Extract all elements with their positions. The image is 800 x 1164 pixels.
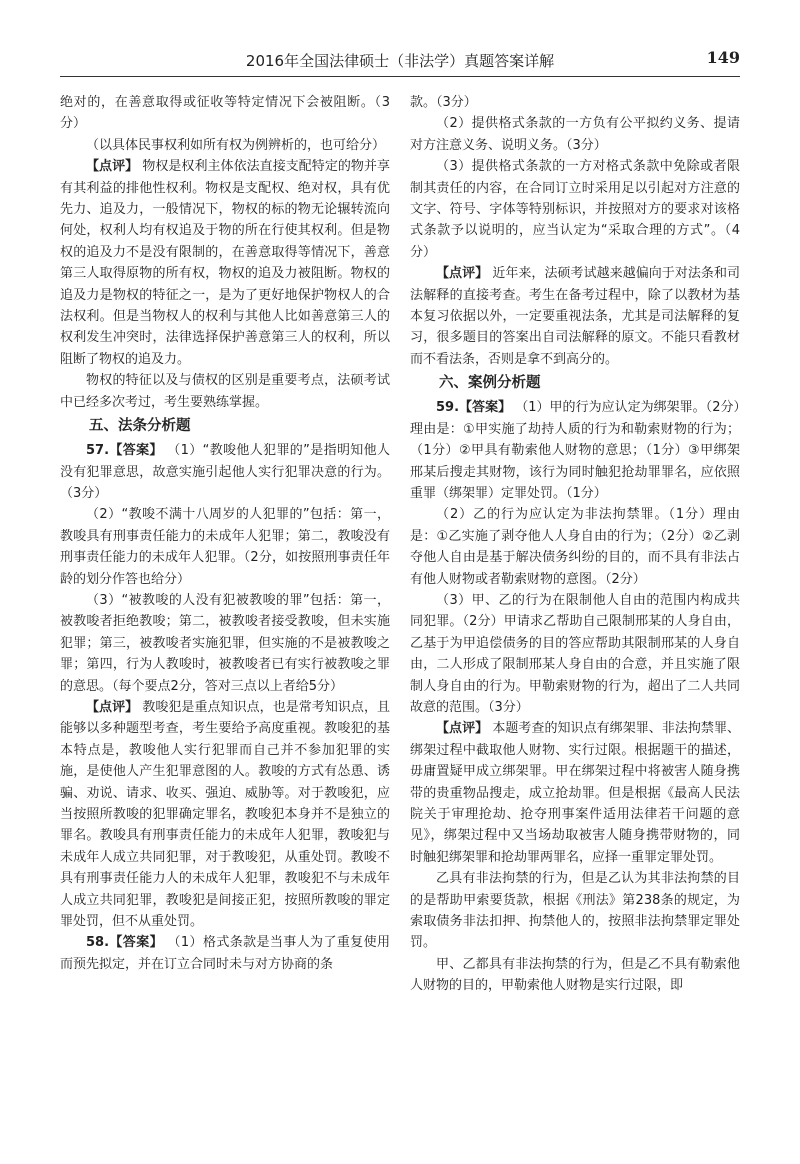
left-column: [60, 92, 390, 975]
paragraph-text: 乙具有非法拘禁的行为，但是乙认为其非法拘禁的目的是帮助甲索要货款，根据《刑法》第238条的规定，为索取债务非法扣押、拘禁他人的，按照非法拘禁罪定罪处罚。: [410, 871, 740, 951]
paragraph-text: （3）“被教唆的人没有犯被教唆的罪”包括：第一，被教唆者拒绝教唆；第二，被教唆者接受教唆，但未实施犯罪；第三，被教唆者实施犯罪，但实施的不是被教唆之罪；第四，行为人教唆时，被教唆者已有实行被教唆之罪的意思。（每个要点2分，答对三点以上者给5分）: [60, 592, 390, 694]
paragraph: [60, 590, 390, 697]
right-column: [410, 92, 740, 997]
paragraph: [410, 718, 740, 868]
paragraph: [60, 92, 390, 135]
paragraph-text: （以具体民事权利如所有权为例辨析的，也可给分）: [86, 137, 386, 153]
paragraph-tag: 【点评】: [86, 699, 139, 715]
paragraph: [410, 113, 740, 156]
paragraph-tag: 58.【答案】: [86, 935, 163, 951]
paragraph-text: 物权的特征以及与债权的区别是重要考点，法硕考试中已经多次考过，考生要熟练掌握。: [60, 373, 390, 410]
paragraph: [60, 504, 390, 590]
paragraph-text: （2）乙的行为应认定为非法拘禁罪。（1分）理由是：①乙实施了剥夺他人人身自由的行为；（2分）②乙剥夺他人自由是基于解决债务纠纷的目的，而不具有非法占有他人财物或者勒索财物的意图。（2分）: [410, 507, 740, 587]
paragraph: [410, 590, 740, 718]
paragraph-text: 物权是权利主体依法直接支配特定的物并享有其利益的排他性权利。物权是支配权、绝对权，具有优先力、追及力，一般情况下，物权的标的物无论辗转流向何处，权利人均有权追及于物的所在行使其权利。但是物权的追及力不是没有限制的，在善意取得等情况下，善意第三人取得原物的所有权，物权的追及力被阻断。物权的追及力是物权的特征之一，是为了更好地保护物权人的合法权利。但是当物权人的权利与其他人比如善意第三人的权利发生冲突时，法律选择保护善意第三人的权利，所以阻断了物权的追及力。: [60, 159, 390, 367]
paragraph: [410, 92, 740, 113]
paragraph-text: 甲、乙都具有非法拘禁的行为，但是乙不具有勒索他人财物的目的，甲勒索他人财物是实行过限，即: [410, 956, 740, 994]
paragraph-text: 款。（3分）: [410, 95, 477, 110]
paragraph: [60, 932, 390, 975]
paragraph: [410, 156, 740, 263]
paragraph-text: 教唆犯是重点知识点，也是常考知识点，且能够以多种题型考查，考生要给予高度重视。教唆犯的基本特点是，教唆他人实行犯罪而自己并不参加犯罪的实施，是使他人产生犯罪意图的人。教唆的方式有怂恿、诱骗、劝说、请求、收买、强迫、威胁等。对于教唆犯，应当按照所教唆的犯罪确定罪名，教唆犯本身并不是独立的罪名。教唆具有刑事责任能力的未成年人犯罪，教唆犯与未成年人成立共同犯罪，对于教唆犯，从重处罚。教唆不具有刑事责任能力人的未成年人犯罪，教唆犯不与未成年人成立共同犯罪，教唆犯是间接正犯，按照所教唆的罪定罪处罚，但不从重处罚。: [60, 699, 390, 930]
page-number: 149: [706, 48, 740, 67]
paragraph-tag: 【点评】: [436, 266, 489, 282]
paragraph-text: 绝对的，在善意取得或征收等特定情况下会被阻断。（3分）: [60, 95, 390, 132]
paragraph: [60, 135, 390, 156]
paragraph: [410, 504, 740, 590]
paragraph-text: （1）格式条款是当事人为了重复使用而预先拟定，并在订立合同时未与对方协商的条: [60, 935, 391, 972]
section-heading: 六、案例分析题: [439, 375, 541, 392]
paragraph-tag: 59.【答案】: [436, 400, 512, 416]
paragraph-text: 本题考查的知识点有绑架罪、非法拘禁罪、绑架过程中截取他人财物、实行过限。根据题干的描述，毋庸置疑甲成立绑架罪。甲在绑架过程中将被害人随身携带的贵重物品搜走，成立抢劫罪。但是根据《最高人民法院关于审理抢劫、抢夺刑事案件适用法律若干问题的意见》，绑架过程中又当场劫取被害人随身携带财物的，同时触犯绑架罪和抢劫罪两罪名，应择一重罪定罪处罚。: [410, 721, 740, 865]
paragraph-text: 近年来，法硕考试越来越偏向于对法条和司法解释的直接考查。考生在备考过程中，除了以教材为基本复习依据以外，一定要重视法条，尤其是司法解释的复习，很多题目的答案出自司法解释的原文。不能只看教材而不看法条，否则是拿不到高分的。: [410, 266, 740, 367]
paragraph-tag: 【点评】: [436, 721, 489, 737]
paragraph-text: （2）“教唆不满十八周岁的人犯罪的”包括：第一，教唆具有刑事责任能力的未成年人犯罪；第二，教唆没有刑事责任能力的未成年人犯罪。（2分，如按照刑事责任年龄的划分作答也给分）: [60, 507, 390, 587]
paragraph: [60, 156, 390, 370]
page-header: [60, 44, 740, 77]
paragraph-tag: 57.【答案】: [86, 443, 163, 459]
paragraph-text: （1）“教唆他人犯罪的”是指明知他人没有犯罪意思，故意实施引起他人实行犯罪决意的行为。（3分）: [60, 443, 391, 501]
paragraph: [60, 697, 390, 932]
paragraph-tag: 【点评】: [86, 159, 139, 175]
paragraph: [410, 954, 740, 997]
paragraph-text: （2）提供格式条款的一方负有公平拟约义务、提请对方注意义务、说明义务。（3分）: [410, 116, 740, 153]
paragraph-text: （3）提供格式条款的一方对格式条款中免除或者限制其责任的内容，在合同订立时采用足以引起对方注意的文字、符号、字体等特别标识，并按照对方的要求对该格式条款予以说明的，应当认定为“采取合理的方式”。（4分）: [410, 159, 740, 260]
paragraph: [410, 868, 740, 954]
paragraph: [60, 440, 390, 504]
paragraph-text: （3）甲、乙的行为在限制他人自由的范围内构成共同犯罪。（2分）甲请求乙帮助自己限制邢某的人身自由，乙基于为甲追偿债务的目的答应帮助其限制邢某的人身自由，二人形成了限制邢某人身自由的合意，并且实施了限制人身自由的行为。甲勒索财物的行为，超出了二人共同故意的范围。（3分）: [410, 592, 740, 715]
paragraph: [60, 370, 390, 413]
paragraph: [410, 397, 740, 504]
section-heading: 五、法条分析题: [89, 418, 191, 435]
page-header-title: 2016年全国法律硕士（非法学）真题答案详解: [245, 52, 555, 70]
paragraph: [410, 263, 740, 370]
paragraph-text: （1）甲的行为应认定为绑架罪。（2分）理由是：①甲实施了劫持人质的行为和勒索财物的行为；（1分）②甲具有勒索他人财物的意思；（1分）③甲绑架邢某后搜走其财物，该行为同时触犯抢劫罪罪名，应依照重罪（绑架罪）定罪处罚。（1分）: [410, 400, 740, 501]
